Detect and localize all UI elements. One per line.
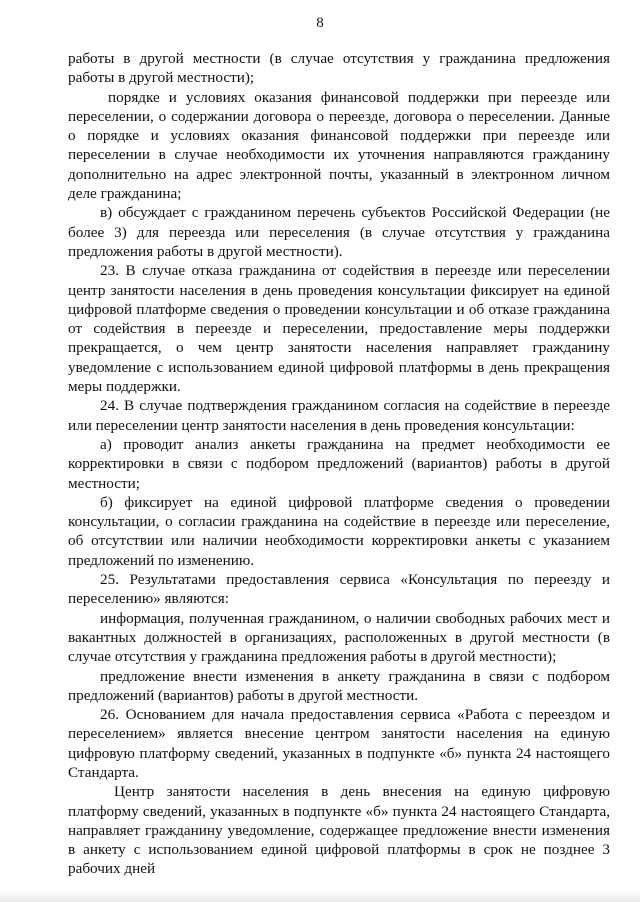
paragraph-24-b: б) фиксирует на единой цифровой платформе сведения о проведении консультации, о согласии гражданина на содействие в переезде или переселение, об отсутствии или наличии необходимости корректировки анкеты с указанием предложений по изменению. [68,493,610,569]
paragraph-25-info: информация, полученная гражданином, о наличии свободных рабочих мест и вакантных должностей в организациях, расположенных в другой местности (в случае отсутствия у гражданина предложения работы в другой местности); [68,609,610,666]
paragraph-work-other-locality: работы в другой местности (в случае отсутствия у гражданина предложения работы в другой местности); [68,50,610,87]
paragraph-24-a: а) проводит анализ анкеты гражданина на предмет необходимости ее корректировки в связи с подбором предложений (вариантов) работы в другой местности; [68,435,610,492]
paragraph-25-proposal: предложение внести изменения в анкету гражданина в связи с подбором предложений (вариантов) работы в другой местности. [68,667,610,704]
paragraph-24: 24. В случае подтверждения гражданином согласия на содействие в переезде или переселении центр занятости населения в день проведения консультации: [68,397,610,434]
paragraph-25: 25. Результатами предоставления сервиса «Консультация по переезду и переселению» являются: [68,571,610,608]
document-body [68,49,610,879]
page-number: 8 [316,15,324,31]
paragraph-center-notification: Центр занятости населения в день внесения на единую цифровую платформу сведений, указанных в подпункте «б» пункта 24 настоящего Стандарта, направляет гражданину уведомление, содержащее предложение внести изменения в анкету с использованием единой цифровой платформы в срок не позднее 3 рабочих дней [68,783,610,878]
paragraph-26: 26. Основанием для начала предоставления сервиса «Работа с переездом и переселением» является внесение центром занятости населения на единую цифровую платформу сведений, указанных в подпункте «б» пункта 24 настоящего Стандарта. [68,706,610,781]
paragraph-item-v: в) обсуждает с гражданином перечень субъектов Российской Федерации (не более 3) для переезда или переселения (в случае отсутствия у гражданина предложения работы в другой местности). [68,204,610,260]
paragraph-23: 23. В случае отказа гражданина от содействия в переезде или переселении центр занятости населения в день проведения консультации фиксирует на единой цифровой платформе сведения о проведении консультации и об отказе гражданина от содействия в переезде и переселении, предоставление меры поддержки прекращается, о чем центр занятости населения направляет гражданину уведомление с использованием единой цифровой платформы в день прекращения меры поддержки. [68,262,610,396]
paragraph-financial-support: порядке и условиях оказания финансовой поддержки при переезде или переселении, о содержании договора о переезде, договора о переселении. Данные о порядке и условиях оказания финансовой поддержки при переезде или переселении в случае необходимости их уточнения направляются гражданину дополнительно на адрес электронной почты, указанный в электронном личном деле гражданина; [68,88,610,203]
scan-bottom-edge [0,890,640,902]
